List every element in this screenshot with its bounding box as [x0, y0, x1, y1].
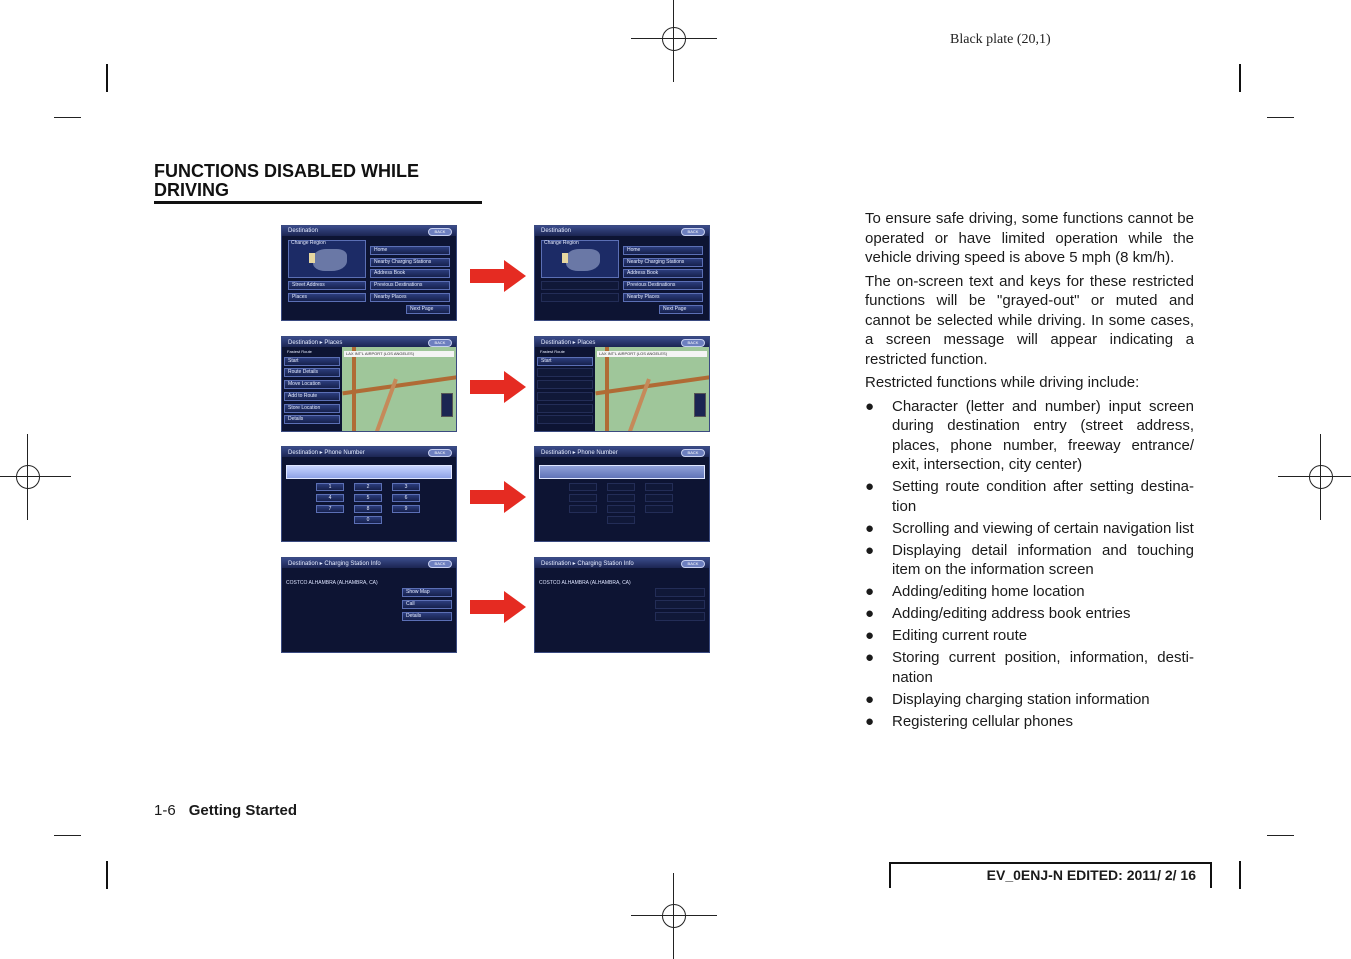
- list-item: ● Editing current route: [865, 627, 1028, 644]
- map-location-label: LAX INT'L AIRPORT (LOS ANGELES): [597, 351, 707, 357]
- page-footer: [154, 802, 297, 819]
- key-7: 7: [316, 505, 344, 513]
- places-route-screen-normal: [281, 336, 457, 432]
- key-5: [607, 494, 635, 502]
- key-0: 0: [354, 516, 382, 524]
- show-map-button: Show Map: [402, 588, 452, 597]
- store-location-button: Store Location: [284, 404, 340, 413]
- key-7: [569, 505, 597, 513]
- screen-title: Destination ▸ Places: [541, 340, 596, 346]
- nearby-places-button: Nearby Places: [370, 293, 450, 302]
- key-0: [607, 516, 635, 524]
- key-4: 4: [316, 494, 344, 502]
- screen-title: Destination ▸ Phone Number: [541, 450, 618, 456]
- back-button: BACK: [681, 339, 705, 347]
- add-to-route-button: [537, 392, 593, 401]
- registration-mark-top: [631, 0, 717, 82]
- charging-station-name: COSTCO ALHAMBRA (ALHAMBRA, CA): [286, 580, 378, 586]
- home-button: Home: [623, 246, 703, 255]
- right-arrow-icon: [470, 481, 526, 513]
- list-item: ● Adding/editing home location: [865, 583, 1085, 600]
- back-button: BACK: [428, 228, 452, 236]
- list-item: ● Scrolling and viewing of certain navigation list: [865, 519, 1194, 537]
- key-6: 6: [392, 494, 420, 502]
- list-item: ● Character (letter and number) input screen during destination entry (street address, places, phone number, freeway entrance/ exit, intersection, city center): [865, 397, 1194, 473]
- previous-destinations-button: Previous Destinations: [370, 281, 450, 290]
- key-3: [645, 483, 673, 491]
- key-9: [645, 505, 673, 513]
- home-button: Home: [370, 246, 450, 255]
- screen-title: Destination ▸ Charging Station Info: [541, 561, 634, 567]
- address-book-button: Address Book: [623, 269, 703, 278]
- change-region-button: Change Region: [544, 240, 579, 246]
- right-arrow-icon: [470, 260, 526, 292]
- screen-title: Destination ▸ Charging Station Info: [288, 561, 381, 567]
- nearby-charging-button: Nearby Charging Stations: [370, 258, 450, 267]
- list-item: ● Displaying detail information and touching item on the information screen: [865, 541, 1194, 578]
- back-button: BACK: [681, 449, 705, 457]
- intro-paragraph: To ensure safe driving, some functions cannot be operated or have limited operation while the vehicle driving speed is above 5 mph (8 km/h).: [865, 210, 1194, 266]
- registration-mark-left: [0, 434, 71, 520]
- charging-info-screen-normal: [281, 557, 457, 653]
- route-details-button: Route Details: [284, 368, 340, 377]
- key-2: [607, 483, 635, 491]
- crop-mark: [1239, 861, 1241, 889]
- move-location-button: Move Location: [284, 380, 340, 389]
- registration-mark-bottom: [631, 873, 717, 959]
- screen-title: Destination: [541, 228, 572, 234]
- crop-mark: [1267, 117, 1294, 118]
- start-button: Start: [537, 357, 593, 366]
- grayed-out-paragraph: The on-screen text and keys for these restricted functions will be "grayed-out" or muted and cannot be selected while driving. In some cases, a screen message will appear indicating a restricted function.: [865, 272, 1194, 368]
- charging-info-screen-restricted: [534, 557, 710, 653]
- key-5: 5: [354, 494, 382, 502]
- previous-destinations-button: Previous Destinations: [623, 281, 703, 290]
- nearby-places-button: Nearby Places: [623, 293, 703, 302]
- key-2: 2: [354, 483, 382, 491]
- call-button: [655, 600, 705, 609]
- list-intro: Restricted functions while driving include:: [865, 374, 1140, 391]
- right-arrow-icon: [470, 371, 526, 403]
- map-view: [342, 347, 456, 431]
- back-button: BACK: [428, 339, 452, 347]
- key-1: 1: [316, 483, 344, 491]
- street-address-button: Street Address: [288, 281, 366, 290]
- places-route-screen-restricted: [534, 336, 710, 432]
- key-9: 9: [392, 505, 420, 513]
- store-location-button: [537, 404, 593, 413]
- address-book-button: Address Book: [370, 269, 450, 278]
- screen-title: Destination: [288, 228, 319, 234]
- details-button: [537, 415, 593, 424]
- crop-mark: [106, 861, 108, 889]
- screen-title: Destination ▸ Phone Number: [288, 450, 365, 456]
- key-4: [569, 494, 597, 502]
- back-button: BACK: [428, 560, 452, 568]
- destination-screen-normal: [281, 225, 457, 321]
- list-item: ● Setting route condition after setting destina- tion: [865, 478, 1194, 515]
- details-button: Details: [284, 415, 340, 424]
- list-item: ● Adding/editing address book entries: [865, 605, 1131, 622]
- show-map-button: [655, 588, 705, 597]
- move-location-button: [537, 380, 593, 389]
- key-6: [645, 494, 673, 502]
- edited-stamp: EV_0ENJ-N EDITED: 2011/ 2/ 16: [889, 862, 1212, 888]
- phone-number-field: [539, 465, 705, 479]
- restricted-functions-list: [865, 397, 1194, 732]
- places-button: [541, 293, 619, 302]
- key-1: [569, 483, 597, 491]
- crop-mark: [106, 64, 108, 92]
- list-item: ● Registering cellular phones: [865, 712, 1073, 730]
- page-number: 1-6: [154, 802, 176, 819]
- route-header: Fastest Route: [287, 349, 312, 354]
- map-view: [595, 347, 709, 431]
- key-3: 3: [392, 483, 420, 491]
- details-button: Details: [402, 612, 452, 621]
- call-button: Call: [402, 600, 452, 609]
- back-button: BACK: [681, 560, 705, 568]
- crop-mark: [54, 835, 81, 836]
- section-heading: FUNCTIONS DISABLED WHILE DRIVING: [154, 162, 482, 204]
- back-button: BACK: [428, 449, 452, 457]
- street-address-button: [541, 281, 619, 290]
- next-page-button: Next Page: [659, 305, 703, 314]
- footer-section: Getting Started: [188, 802, 298, 819]
- back-button: BACK: [681, 228, 705, 236]
- key-8: [607, 505, 635, 513]
- add-to-route-button: Add to Route: [284, 392, 340, 401]
- change-region-button: Change Region: [291, 240, 326, 246]
- next-page-button: Next Page: [406, 305, 450, 314]
- places-button: Places: [288, 293, 366, 302]
- registration-mark-right: [1278, 434, 1351, 520]
- right-arrow-icon: [470, 591, 526, 623]
- screen-title: Destination ▸ Places: [288, 340, 343, 346]
- crop-mark: [1267, 835, 1294, 836]
- route-details-button: [537, 368, 593, 377]
- start-button: Start: [284, 357, 340, 366]
- details-button: [655, 612, 705, 621]
- phone-number-screen-restricted: [534, 446, 710, 542]
- phone-number-screen-normal: [281, 446, 457, 542]
- plate-label: Black plate (20,1): [950, 32, 1051, 47]
- crop-mark: [1239, 64, 1241, 92]
- list-item: ● Storing current position, information, desti- nation: [865, 649, 1194, 686]
- destination-screen-restricted: [534, 225, 710, 321]
- route-header: Fastest Route: [540, 349, 565, 354]
- crop-mark: [54, 117, 81, 118]
- list-item: ● Displaying charging station information: [865, 690, 1150, 708]
- nearby-charging-button: Nearby Charging Stations: [623, 258, 703, 267]
- key-8: 8: [354, 505, 382, 513]
- phone-number-field: [286, 465, 452, 479]
- charging-station-name: COSTCO ALHAMBRA (ALHAMBRA, CA): [539, 580, 631, 586]
- map-location-label: LAX INT'L AIRPORT (LOS ANGELES): [344, 351, 454, 357]
- body-text: [865, 209, 1194, 734]
